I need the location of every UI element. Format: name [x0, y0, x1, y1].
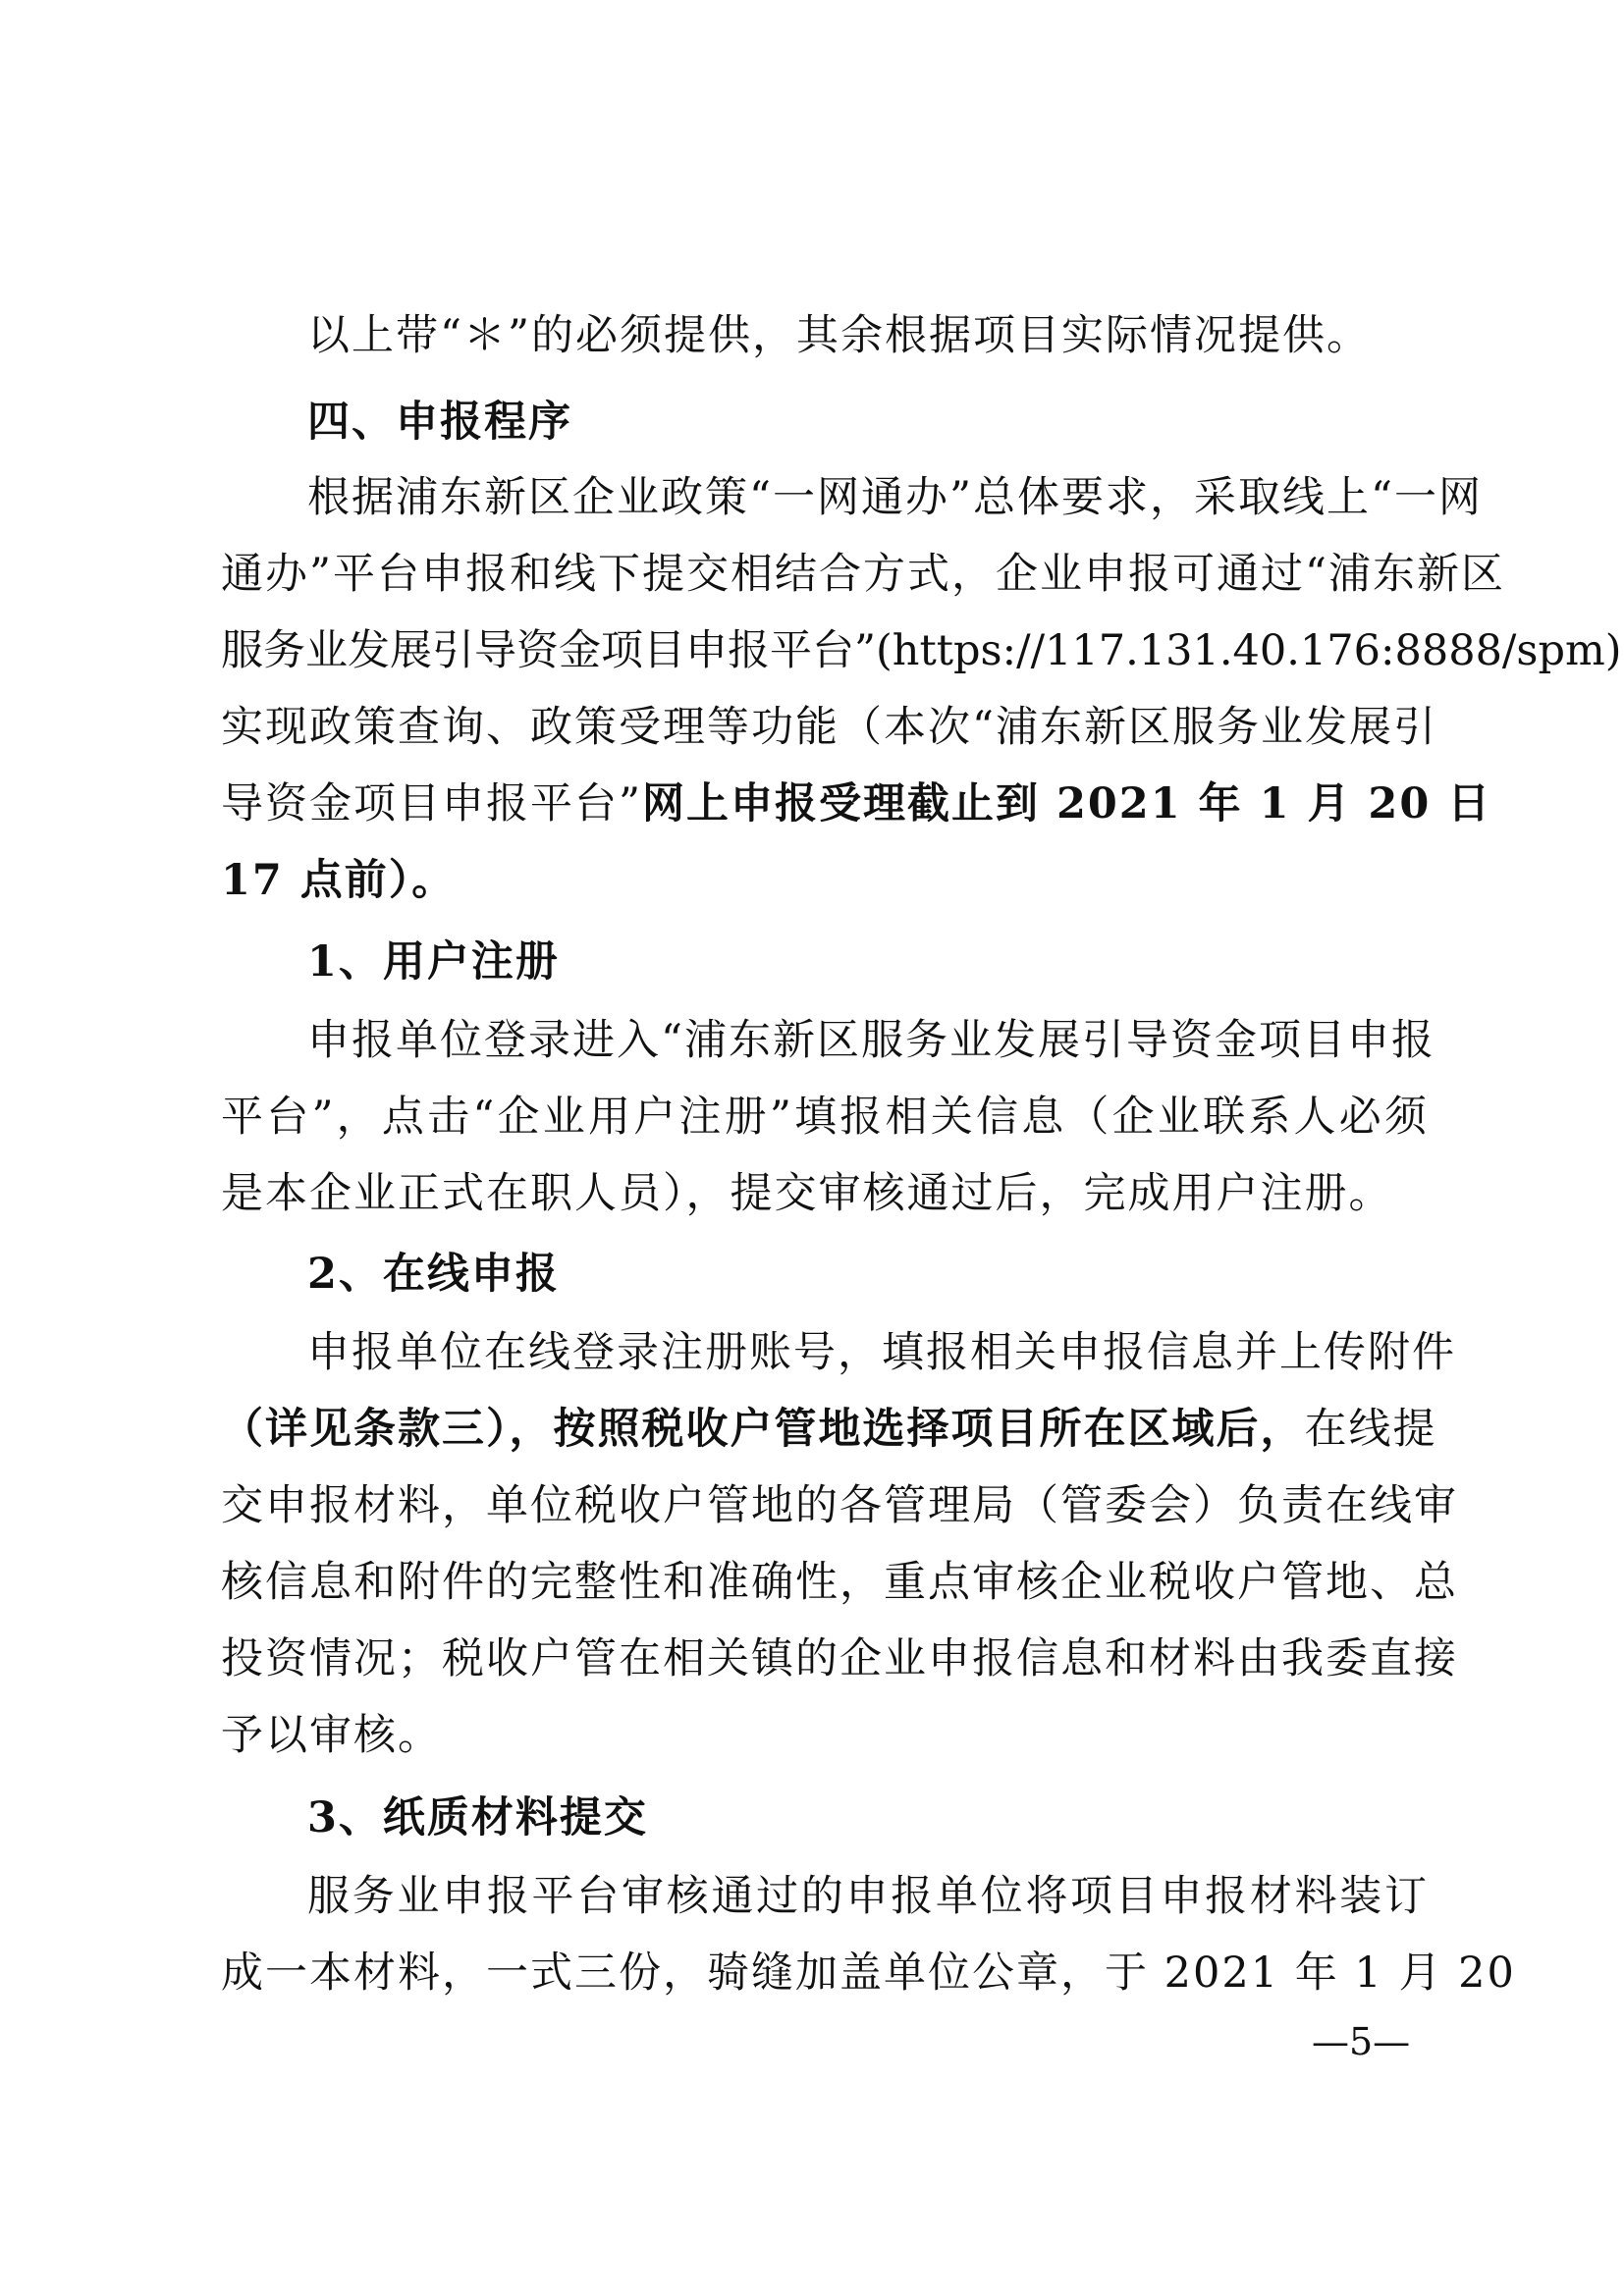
subheading-user-registration: 1、用户注册 — [307, 937, 560, 987]
paragraph-line-15 — [221, 1400, 1437, 1459]
page-number: —5— — [1312, 2020, 1411, 2063]
paragraph-line-3: 根据浦东新区企业政策“一网通办”总体要求，采取线上“一网 — [307, 473, 1483, 522]
subheading-paper-submission: 3、纸质材料提交 — [307, 1793, 648, 1842]
paragraph-line-19: 予以审核。 — [221, 1711, 442, 1760]
paragraph-line-1: 以上带“＊”的必须提供，其余根据项目实际情况提供。 — [307, 311, 1371, 360]
paragraph-line-15-bold: （详见条款三），按照税收户管地选择项目所在区域后， — [221, 1405, 1305, 1454]
paragraph-line-10: 申报单位登录进入“浦东新区服务业发展引导资金项目申报 — [307, 1016, 1435, 1065]
paragraph-line-14: 申报单位在线登录注册账号，填报相关申报信息并上传附件 — [307, 1328, 1456, 1377]
paragraph-line-12: 是本企业正式在职人员），提交审核通过后，完成用户注册。 — [221, 1169, 1393, 1218]
paragraph-line-17: 核信息和附件的完整性和准确性，重点审核企业税收户管地、总 — [221, 1558, 1458, 1607]
paragraph-line-6: 实现政策查询、政策受理等功能（本次“浦东新区服务业发展引 — [221, 703, 1437, 752]
paragraph-line-16: 交申报材料，单位税收户管地的各管理局（管委会）负责在线审 — [221, 1481, 1458, 1530]
paragraph-line-7 — [221, 774, 1492, 833]
paragraph-line-22: 成一本材料，一式三份，骑缝加盖单位公章，于 2021 年 1 月 20 — [221, 1949, 1516, 1998]
section-heading-4: 四、申报程序 — [307, 398, 572, 447]
deadline-text-end: 17 点前）。 — [221, 856, 457, 905]
paragraph-line-4: 通办”平台申报和线下提交相结合方式，企业申报可通过“浦东新区 — [221, 550, 1505, 599]
paragraph-line-21: 服务业申报平台审核通过的申报单位将项目申报材料装订 — [307, 1872, 1429, 1921]
paragraph-line-5: 服务业发展引导资金项目申报平台”(https://117.131.40.176:8888/spm) — [221, 626, 1622, 675]
paragraph-line-11: 平台”，点击“企业用户注册”填报相关信息（企业联系人必须 — [221, 1093, 1429, 1142]
subheading-online-application: 2、在线申报 — [307, 1250, 560, 1299]
paragraph-line-7-part-a: 导资金项目申报平台” — [221, 779, 642, 828]
paragraph-line-18: 投资情况；税收户管在相关镇的企业申报信息和材料由我委直接 — [221, 1634, 1458, 1683]
paragraph-line-15-part-b: 在线提 — [1304, 1405, 1437, 1454]
deadline-text: 网上申报受理截止到 2021 年 1 月 20 日 — [641, 779, 1492, 828]
